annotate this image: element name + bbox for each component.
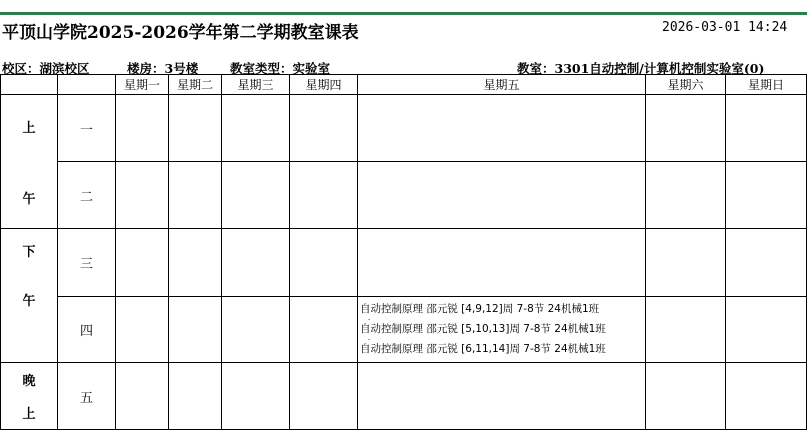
slot-tue-p2[interactable] [169, 162, 222, 229]
slot-sun-p4[interactable] [726, 297, 807, 363]
slot-tue-p1[interactable] [169, 95, 222, 162]
slot-thu-p3[interactable] [290, 229, 358, 297]
slot-mon-p1[interactable] [116, 95, 169, 162]
course-entry[interactable]: 自动控制原理 邵元锐 [6,11,14]周 7-8节 24机械1班 [360, 343, 606, 355]
slot-fri-p2[interactable] [358, 162, 646, 229]
slot-sat-p1[interactable] [646, 95, 726, 162]
slot-wed-p1[interactable] [222, 95, 290, 162]
slot-fri-p4[interactable] [358, 297, 646, 363]
slot-sat-p3[interactable] [646, 229, 726, 297]
title-top-rule [0, 12, 807, 15]
corner-cell-1 [1, 75, 58, 95]
weekday-header-row [1, 75, 807, 95]
slot-mon-p3[interactable] [116, 229, 169, 297]
corner-cell-2 [58, 75, 116, 95]
weekday-header-sun: 星期日 [726, 75, 807, 95]
campus-info: 校区：湖滨校区 [2, 61, 90, 76]
slot-thu-p4[interactable] [290, 297, 358, 363]
period-number-5: 五 [58, 363, 116, 430]
slot-wed-p3[interactable] [222, 229, 290, 297]
course-separator: - [368, 336, 371, 343]
room-info: 教室：3301自动控制/计算机控制实验室(0) [517, 61, 765, 76]
afternoon-label [1, 229, 58, 363]
slot-sat-p4[interactable] [646, 297, 726, 363]
period-number-1: 一 [58, 95, 116, 162]
morning-label-top: 上 [22, 120, 36, 136]
slot-thu-p5[interactable] [290, 363, 358, 430]
slot-tue-p4[interactable] [169, 297, 222, 363]
period-number-2: 二 [58, 162, 116, 229]
course-entry[interactable]: 自动控制原理 邵元锐 [5,10,13]周 7-8节 24机械1班 [360, 323, 606, 335]
slot-tue-p3[interactable] [169, 229, 222, 297]
slot-mon-p4[interactable] [116, 297, 169, 363]
slot-wed-p2[interactable] [222, 162, 290, 229]
slot-mon-p5[interactable] [116, 363, 169, 430]
schedule-table [0, 74, 807, 430]
period-row-2 [1, 162, 807, 229]
slot-fri-p3[interactable] [358, 229, 646, 297]
slot-sun-p1[interactable] [726, 95, 807, 162]
slot-sun-p3[interactable] [726, 229, 807, 297]
slot-wed-p4[interactable] [222, 297, 290, 363]
building-info: 楼房：3号楼 [127, 61, 199, 76]
slot-thu-p1[interactable] [290, 95, 358, 162]
page-title: 平顶山学院2025-2026学年第二学期教室课表 [2, 23, 359, 43]
weekday-header-wed: 星期三 [222, 75, 290, 95]
slot-fri-p1[interactable] [358, 95, 646, 162]
period-number-4: 四 [58, 297, 116, 363]
afternoon-label-top: 下 [22, 244, 36, 260]
weekday-header-mon: 星期一 [116, 75, 169, 95]
slot-thu-p2[interactable] [290, 162, 358, 229]
evening-label-bottom: 上 [22, 407, 36, 422]
course-separator: - [368, 316, 371, 323]
morning-label [1, 95, 58, 229]
period-row-4 [1, 297, 807, 363]
evening-label-top: 晚 [22, 374, 36, 389]
period-number-3: 三 [58, 229, 116, 297]
room-type-info: 教室类型：实验室 [230, 61, 331, 76]
slot-wed-p5[interactable] [222, 363, 290, 430]
slot-sun-p2[interactable] [726, 162, 807, 229]
weekday-header-tue: 星期二 [169, 75, 222, 95]
slot-fri-p5[interactable] [358, 363, 646, 430]
course-entry[interactable]: 自动控制原理 邵元锐 [4,9,12]周 7-8节 24机械1班 [360, 303, 600, 315]
afternoon-label-bottom: 午 [22, 293, 36, 309]
weekday-header-sat: 星期六 [646, 75, 726, 95]
slot-mon-p2[interactable] [116, 162, 169, 229]
weekday-header-thu: 星期四 [290, 75, 358, 95]
evening-label [1, 363, 58, 430]
print-datetime: 2026-03-01 14:24 [662, 20, 788, 35]
slot-sat-p2[interactable] [646, 162, 726, 229]
period-row-1 [1, 95, 807, 162]
slot-tue-p5[interactable] [169, 363, 222, 430]
slot-sun-p5[interactable] [726, 363, 807, 430]
weekday-header-fri: 星期五 [358, 75, 646, 95]
period-row-3 [1, 229, 807, 297]
morning-label-bottom: 午 [22, 191, 36, 207]
period-row-5 [1, 363, 807, 430]
slot-sat-p5[interactable] [646, 363, 726, 430]
